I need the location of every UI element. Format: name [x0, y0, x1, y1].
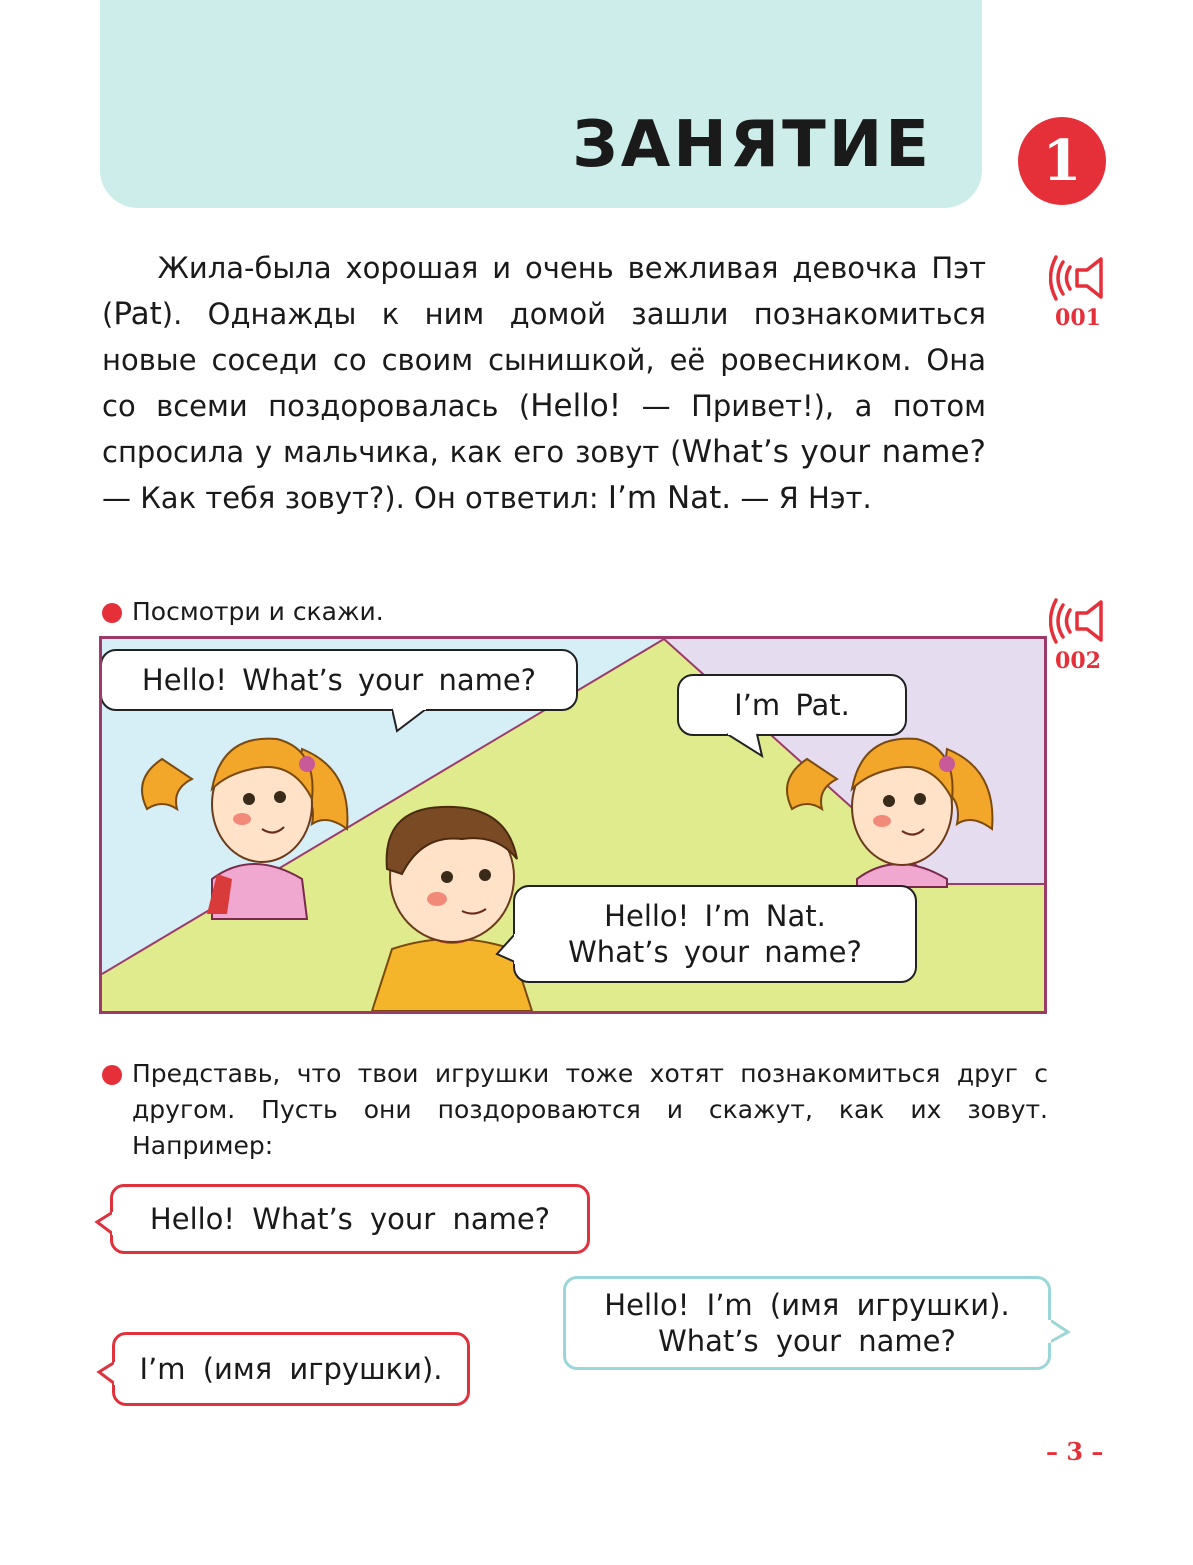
story-text: — Как тебя зовут?). Он ответил: — [102, 481, 608, 515]
bullet-dot-icon — [102, 1065, 122, 1085]
example-text: Hello! I’m (имя игрушки). — [604, 1288, 1010, 1322]
bubble-tail — [392, 707, 432, 733]
audio-track-001[interactable] — [1046, 255, 1110, 331]
speech-bubble-pat-1 — [100, 649, 578, 711]
example-text: What’s your name? — [658, 1324, 956, 1358]
speech-text: I’m Pat. — [734, 688, 850, 722]
audio-track-label: 001 — [1055, 305, 1101, 331]
speaker-icon — [1049, 598, 1107, 644]
speech-text: What’s your name? — [568, 935, 862, 969]
bubble-tail — [495, 934, 517, 966]
example-bubble-2 — [563, 1276, 1051, 1370]
task-instruction: Представь, что твои игрушки тоже хотят познакомиться друг с другом. Пусть они поздороваются и скажут, как их зовут. Например: — [132, 1059, 1048, 1160]
speech-text: Hello! What’s your name? — [141, 663, 537, 697]
example-text: I’m (имя игрушки). — [139, 1352, 443, 1386]
speaker-icon — [1049, 255, 1107, 301]
story-english-word: Pat — [113, 296, 162, 332]
example-bubble-1 — [110, 1184, 590, 1254]
task-instruction: Посмотри и скажи. — [132, 597, 384, 626]
audio-track-002[interactable] — [1046, 598, 1110, 674]
speech-bubble-pat-2 — [677, 674, 907, 736]
story-english-phrase: What’s your name? — [681, 434, 986, 470]
bubble-tail — [727, 732, 767, 758]
bubble-tail — [96, 1362, 118, 1388]
bullet-dot-icon — [102, 603, 122, 623]
lesson-number-badge: 1 — [1018, 117, 1106, 205]
task-look-and-say — [102, 594, 802, 630]
speech-bubble-nat — [513, 885, 917, 983]
lesson-header-band — [100, 0, 982, 208]
audio-track-label: 002 — [1055, 648, 1101, 674]
story-text: Жила-была хорошая и очень вежливая девочка Пэт ( — [102, 251, 986, 331]
story-paragraph — [102, 245, 986, 521]
story-english-phrase: I’m Nat. — [607, 480, 732, 516]
example-text: Hello! What’s your name? — [149, 1202, 551, 1236]
story-english-word: Hello! — [530, 388, 622, 424]
task-toys-introduce — [102, 1056, 1048, 1164]
example-bubble-3 — [112, 1332, 470, 1406]
lesson-title: ЗАНЯТИЕ — [572, 108, 932, 182]
bubble-tail — [1047, 1320, 1071, 1346]
comic-panel — [99, 636, 1047, 1014]
page-number: – 3 – — [1046, 1437, 1104, 1466]
story-text: ). Однажды к ним домой зашли познакомиться новые соседи со своим сынишкой, её ровесником. Она со всеми поздоровалась ( — [102, 297, 986, 423]
story-text: — Я Нэт. — [731, 481, 872, 515]
story-text: — Привет!), а потом спросила у мальчика, как его зовут ( — [102, 389, 987, 469]
speech-text: Hello! I’m Nat. — [604, 899, 826, 933]
bubble-tail — [94, 1212, 116, 1238]
